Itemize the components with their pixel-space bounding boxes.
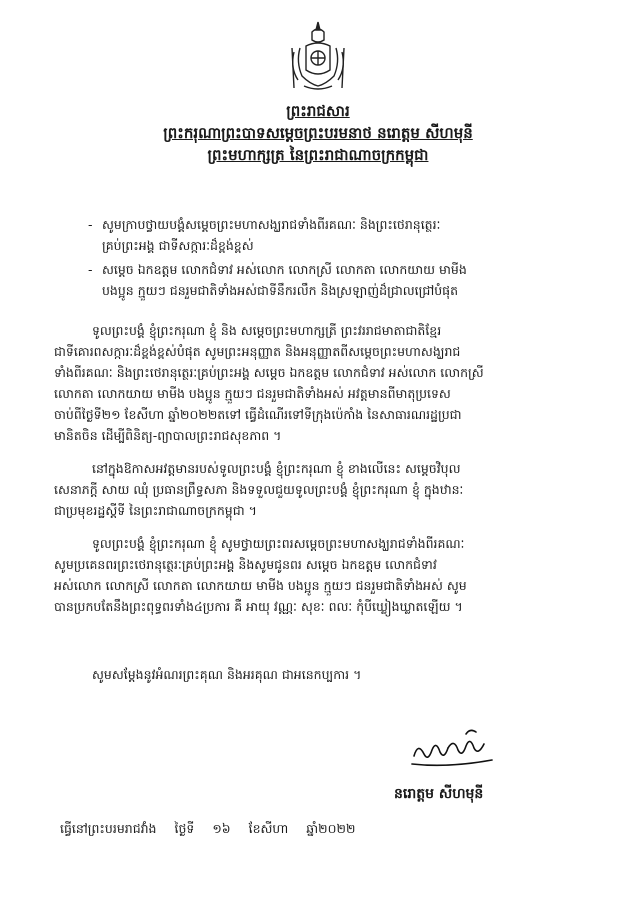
year: ឆ្នាំ២០២២ — [306, 821, 356, 836]
paragraph-line: សូមប្រគេនពរព្រះថេរានុត្ថេរៈគ្រប់ព្រះអង្គ និងសូមជូនពរ សម្តេច ឯកឧត្តម លោកជំទាវ — [54, 557, 437, 572]
letter-body — [54, 320, 590, 629]
paragraph-line: ទូលព្រះបង្គំ ខ្ញុំព្រះករុណា ខ្ញុំ និង សម្តេចព្រះមហាក្សត្រី ព្រះវររាជមាតាជាតិខ្មែរ — [92, 323, 442, 338]
handwritten-signature — [408, 724, 498, 770]
month: ខែសីហា — [248, 821, 289, 836]
recipient-line: បងប្អូន ក្មួយៗ ជនរួមជាតិទាំងអស់ជាទីនឹករលឹក និងស្រឡាញ់ដ៏ជ្រាលជ្រៅបំផុត — [102, 283, 459, 298]
paragraph-line: ទូលព្រះបង្គំ ខ្ញុំព្រះករុណា ខ្ញុំ សូមថ្វាយព្រះពរសម្តេចព្រះមហាសង្ឃរាជទាំងពីរគណៈ — [92, 536, 465, 551]
paragraph-line: ចាប់ពីថ្ងៃទី២១ ខែសីហា ឆ្នាំ២០២២តទៅ ធ្វើដំណើរទៅទីក្រុងប៉េកាំង នៃសាធារណរដ្ឋប្រជា — [54, 407, 462, 422]
paragraph-line: ទាំងពីរគណៈ និងព្រះថេរានុត្ថេរៈគ្រប់ព្រះអង្គ សម្តេច ឯកឧត្តម លោកជំទាវ អស់លោក លោកស្រី — [54, 365, 484, 380]
place: ធ្វើនៅព្រះបរមរាជវាំង — [60, 821, 157, 836]
paragraph-line: មានិតចិន ដើម្បីពិនិត្យ-ព្យាបាលព្រះរាជសុខភាព ។ — [54, 428, 282, 443]
paragraph-line: សេនាភក្តី សាយ ឈុំ ប្រធានព្រឹទ្ធសភា និងទទួលជួយទូលព្រះបង្គំ ខ្ញុំព្រះករុណា ខ្ញុំ ក្នុងឋានៈ — [54, 482, 464, 497]
body-paragraph — [54, 533, 590, 617]
recipients-list — [88, 214, 588, 304]
place-and-date — [60, 818, 369, 839]
letter-title: ព្រះរាជសារ — [286, 102, 350, 120]
sender-role-line: ព្រះមហាក្សត្រ នៃព្រះរាជាណាចក្រកម្ពុជា — [207, 146, 429, 164]
recipient-item: - សូមក្រាបថ្វាយបង្គំសម្តេចព្រះមហាសង្ឃរាជទាំងពីរគណៈ និងព្រះថេរានុត្ថេរៈ គ្រប់ព្រះអង្គ ជាទីសក្ការៈដ៏ខ្ពង់ខ្ពស់ — [88, 217, 441, 253]
paragraph-line: ជាទីគោរពសក្ការៈដ៏ខ្ពង់ខ្ពស់បំផុត សូមព្រះអនុញ្ញាត និងអនុញ្ញាតពីសម្តេចព្រះមហាសង្ឃរាជ — [54, 344, 461, 359]
paragraph-line: នៅក្នុងឱកាសអវត្តមានរបស់ទូលព្រះបង្គំ ខ្ញុំព្រះករុណា ខ្ញុំ ខាងលើនេះ សម្តេចវិបុល — [92, 461, 461, 476]
recipient-line: សម្តេច ឯកឧត្តម លោកជំទាវ អស់លោក លោកស្រី លោកតា លោកយាយ មាមីង — [102, 262, 467, 277]
recipient-line: គ្រប់ព្រះអង្គ ជាទីសក្ការៈដ៏ខ្ពង់ខ្ពស់ — [102, 238, 254, 253]
paragraph-line: លោកតា លោកយាយ មាមីង បងប្អូន ក្មួយៗ ជនរួមជាតិទាំងអស់ អវត្តមានពីមាតុប្រទេស — [54, 386, 451, 401]
day: ១៦ — [212, 821, 231, 836]
paragraph-line: ជាប្រមុខរដ្ឋស្តីទី នៃព្រះរាជាណាចក្រកម្ពុជា ។ — [54, 503, 257, 518]
body-paragraph — [54, 458, 590, 521]
signatory-name: នរោត្តម សីហមុនី — [394, 786, 484, 802]
body-paragraph — [54, 320, 590, 446]
title-block — [60, 100, 576, 166]
royal-crest-icon — [286, 18, 350, 94]
closing-line: សូមសម្តែងនូវអំណរព្រះគុណ និងអរគុណ ជាអនេកប្បការ ។ — [92, 667, 362, 682]
sender-title-line: ព្រះករុណាព្រះបាទសម្តេចព្រះបរមនាថ នរោត្តម សីហមុនី — [163, 124, 473, 142]
recipient-line: សូមក្រាបថ្វាយបង្គំសម្តេចព្រះមហាសង្ឃរាជទាំងពីរគណៈ និងព្រះថេរានុត្ថេរៈ — [102, 217, 441, 232]
day-label: ថ្ងៃទី — [174, 821, 195, 836]
paragraph-line: អស់លោក លោកស្រី លោកតា លោកយាយ មាមីង បងប្អូន ក្មួយៗ ជនរួមជាតិទាំងអស់ សូម — [54, 578, 467, 593]
paragraph-line: បានប្រកបតែនឹងព្រះពុទ្ធពរទាំង៤ប្រការ គឺ អាយុ វណ្ណៈ សុខៈ ពលៈ កុំបីឃ្លៀងឃ្លាតឡើយ ។ — [54, 599, 463, 614]
recipient-item: - សម្តេច ឯកឧត្តម លោកជំទាវ អស់លោក លោកស្រី លោកតា លោកយាយ មាមីង បងប្អូន ក្មួយៗ ជនរួមជាតិទាំងអស់ជាទីនឹករលឹក និងស្រឡាញ់ដ៏ជ្រាលជ្រៅបំផុត — [88, 262, 467, 298]
